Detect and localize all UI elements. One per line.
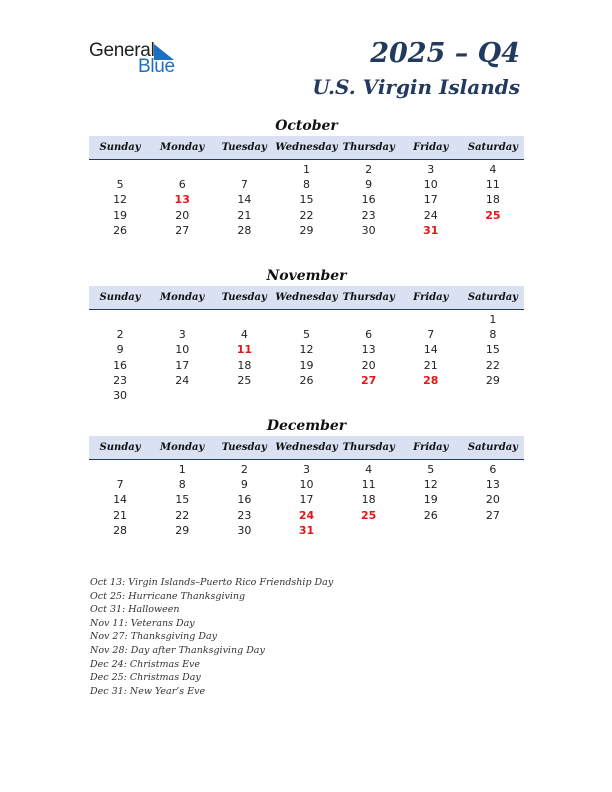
day-cell: 29	[299, 223, 314, 237]
day-cell: 21	[423, 358, 438, 372]
day-cell: 24	[423, 208, 438, 222]
day-cell: 4	[489, 163, 497, 176]
weekday-header	[89, 286, 524, 310]
page-title: 2025 – Q4	[370, 38, 520, 69]
weekday-label: Saturday	[467, 442, 518, 453]
day-cell: 14	[237, 193, 252, 207]
weekday-label: Wednesday	[275, 142, 338, 153]
day-cell: 17	[299, 493, 314, 507]
day-cell: 13	[361, 343, 376, 357]
month-october	[89, 116, 524, 238]
day-cell	[89, 462, 151, 477]
day-cell	[151, 312, 213, 327]
day-cell: 7	[116, 478, 124, 492]
day-cell	[338, 523, 400, 538]
weekday-label: Sunday	[99, 142, 141, 153]
weekday-label: Tuesday	[221, 442, 267, 453]
day-cell: 5	[116, 178, 124, 192]
day-cell	[462, 523, 524, 538]
day-cell: 15	[485, 343, 500, 357]
weekday-label: Sunday	[99, 292, 141, 303]
day-cell: 19	[423, 493, 438, 507]
day-grid	[89, 460, 524, 538]
day-cell: 14	[113, 493, 128, 507]
day-cell: 21	[113, 508, 128, 522]
day-cell: 13	[485, 478, 500, 492]
day-cell: 19	[113, 208, 128, 222]
holiday-day-cell: 31	[298, 523, 315, 537]
day-cell	[275, 388, 337, 403]
day-cell: 2	[116, 328, 124, 342]
day-cell: 9	[365, 178, 373, 192]
weekday-label: Saturday	[467, 142, 518, 153]
day-cell: 12	[423, 478, 438, 492]
day-cell: 20	[485, 493, 500, 507]
holiday-note: Nov 28: Day after Thanksgiving Day	[90, 644, 265, 656]
day-cell	[89, 162, 151, 177]
day-cell	[462, 223, 524, 238]
weekday-label: Wednesday	[275, 292, 338, 303]
day-grid	[89, 160, 524, 238]
day-cell: 26	[299, 373, 314, 387]
day-cell	[151, 388, 213, 403]
day-cell: 28	[113, 523, 128, 537]
day-cell: 16	[361, 193, 376, 207]
week-row	[89, 192, 524, 207]
week-row	[89, 223, 524, 238]
month-title: December	[266, 418, 347, 434]
day-cell: 10	[423, 178, 438, 192]
day-cell: 5	[427, 463, 435, 476]
day-cell: 25	[237, 373, 252, 387]
day-cell: 1	[178, 463, 186, 476]
day-cell: 9	[240, 478, 248, 492]
day-cell: 28	[237, 223, 252, 237]
day-cell: 6	[489, 463, 497, 476]
day-cell: 18	[361, 493, 376, 507]
day-cell	[462, 388, 524, 403]
day-cell: 8	[489, 328, 497, 342]
week-row	[89, 327, 524, 342]
week-row	[89, 477, 524, 492]
day-cell: 6	[365, 328, 373, 342]
month-title: October	[275, 118, 338, 134]
weekday-label: Thursday	[342, 442, 395, 453]
weekday-header	[89, 136, 524, 160]
day-cell: 23	[361, 208, 376, 222]
day-cell: 27	[175, 223, 190, 237]
weekday-label: Tuesday	[221, 142, 267, 153]
day-cell: 12	[113, 193, 128, 207]
day-cell: 16	[237, 493, 252, 507]
day-cell: 10	[175, 343, 190, 357]
day-cell: 3	[178, 328, 186, 342]
weekday-label: Thursday	[342, 142, 395, 153]
week-row	[89, 492, 524, 507]
day-cell: 4	[365, 463, 373, 476]
weekday-label: Friday	[413, 292, 449, 303]
weekday-label: Monday	[160, 292, 205, 303]
day-cell: 30	[237, 523, 252, 537]
weekday-label: Thursday	[342, 292, 395, 303]
week-row	[89, 462, 524, 477]
day-cell: 7	[240, 178, 248, 192]
day-cell: 10	[299, 478, 314, 492]
day-cell: 8	[302, 178, 310, 192]
day-cell: 15	[299, 193, 314, 207]
holiday-note: Oct 31: Halloween	[90, 604, 180, 616]
day-cell: 6	[178, 178, 186, 192]
holiday-note: Dec 31: New Year’s Eve	[90, 685, 206, 697]
day-cell: 9	[116, 343, 124, 357]
month-title: November	[266, 268, 347, 284]
holiday-note: Oct 13: Virgin Islands–Puerto Rico Friendship Day	[90, 577, 334, 588]
day-cell: 23	[113, 373, 128, 387]
holiday-day-cell: 27	[360, 373, 377, 387]
day-cell: 14	[423, 343, 438, 357]
day-cell	[338, 312, 400, 327]
day-cell: 2	[365, 163, 373, 176]
week-row	[89, 342, 524, 357]
week-row	[89, 312, 524, 327]
weekday-label: Saturday	[467, 292, 518, 303]
day-cell	[89, 312, 151, 327]
weekday-label: Friday	[413, 442, 449, 453]
day-cell: 17	[423, 193, 438, 207]
week-row	[89, 523, 524, 538]
day-cell: 22	[485, 358, 500, 372]
day-cell: 11	[485, 178, 500, 192]
day-cell: 1	[302, 163, 310, 176]
weekday-label: Friday	[413, 142, 449, 153]
weekday-label: Tuesday	[221, 292, 267, 303]
day-cell	[400, 523, 462, 538]
day-cell: 20	[175, 208, 190, 222]
logo-word-blue: Blue	[138, 56, 175, 77]
holiday-list	[90, 576, 490, 698]
holiday-day-cell: 11	[236, 343, 252, 357]
holiday-note: Dec 25: Christmas Day	[90, 672, 201, 684]
day-cell: 24	[175, 373, 190, 387]
week-row	[89, 177, 524, 192]
day-grid	[89, 310, 524, 403]
day-cell: 17	[175, 358, 190, 372]
holiday-note: Nov 11: Veterans Day	[90, 617, 195, 629]
day-cell	[213, 162, 275, 177]
day-cell: 26	[423, 508, 438, 522]
week-row	[89, 373, 524, 388]
day-cell: 5	[302, 328, 310, 342]
day-cell: 18	[485, 193, 500, 207]
day-cell	[213, 312, 275, 327]
day-cell: 21	[237, 208, 252, 222]
weekday-label: Monday	[160, 442, 205, 453]
week-row	[89, 208, 524, 223]
day-cell	[213, 388, 275, 403]
holiday-note: Dec 24: Christmas Eve	[90, 658, 201, 670]
day-cell: 7	[427, 328, 435, 342]
holiday-day-cell: 25	[485, 208, 501, 222]
day-cell: 8	[178, 478, 186, 492]
day-cell	[338, 388, 400, 403]
month-december	[89, 416, 524, 538]
holiday-note: Oct 25: Hurricane Thanksgiving	[90, 590, 246, 602]
week-row	[89, 358, 524, 373]
day-cell: 3	[302, 463, 310, 476]
weekday-header	[89, 436, 524, 460]
week-row	[89, 388, 524, 403]
day-cell: 18	[237, 358, 252, 372]
day-cell: 26	[113, 223, 128, 237]
day-cell: 20	[361, 358, 376, 372]
day-cell: 22	[175, 508, 190, 522]
day-cell: 2	[240, 463, 248, 476]
day-cell	[275, 312, 337, 327]
holiday-day-cell: 28	[423, 373, 439, 387]
day-cell: 19	[299, 358, 314, 372]
day-cell: 30	[113, 388, 128, 402]
day-cell: 11	[361, 478, 376, 492]
week-row	[89, 162, 524, 177]
holiday-day-cell: 31	[423, 223, 439, 237]
day-cell: 29	[175, 523, 190, 537]
weekday-label: Monday	[160, 142, 205, 153]
day-cell	[400, 312, 462, 327]
holiday-day-cell: 25	[360, 508, 377, 522]
day-cell: 4	[240, 328, 248, 342]
day-cell: 22	[299, 208, 314, 222]
day-cell: 1	[489, 313, 497, 326]
week-row	[89, 508, 524, 523]
day-cell: 12	[299, 343, 314, 357]
weekday-label: Wednesday	[275, 442, 338, 453]
day-cell: 29	[485, 373, 500, 387]
day-cell: 15	[175, 493, 190, 507]
page-subtitle: U.S. Virgin Islands	[312, 75, 520, 99]
holiday-day-cell: 13	[174, 193, 190, 207]
day-cell: 3	[427, 163, 435, 176]
holiday-note: Nov 27: Thanksgiving Day	[90, 631, 217, 643]
day-cell	[151, 162, 213, 177]
day-cell: 16	[113, 358, 128, 372]
generalblue-logo	[89, 40, 189, 76]
day-cell: 30	[361, 223, 376, 237]
day-cell: 23	[237, 508, 252, 522]
logo-word-general: General	[89, 40, 155, 61]
day-cell: 27	[485, 508, 500, 522]
holiday-day-cell: 24	[298, 508, 315, 522]
month-november	[89, 266, 524, 403]
day-cell	[400, 388, 462, 403]
weekday-label: Sunday	[99, 442, 141, 453]
